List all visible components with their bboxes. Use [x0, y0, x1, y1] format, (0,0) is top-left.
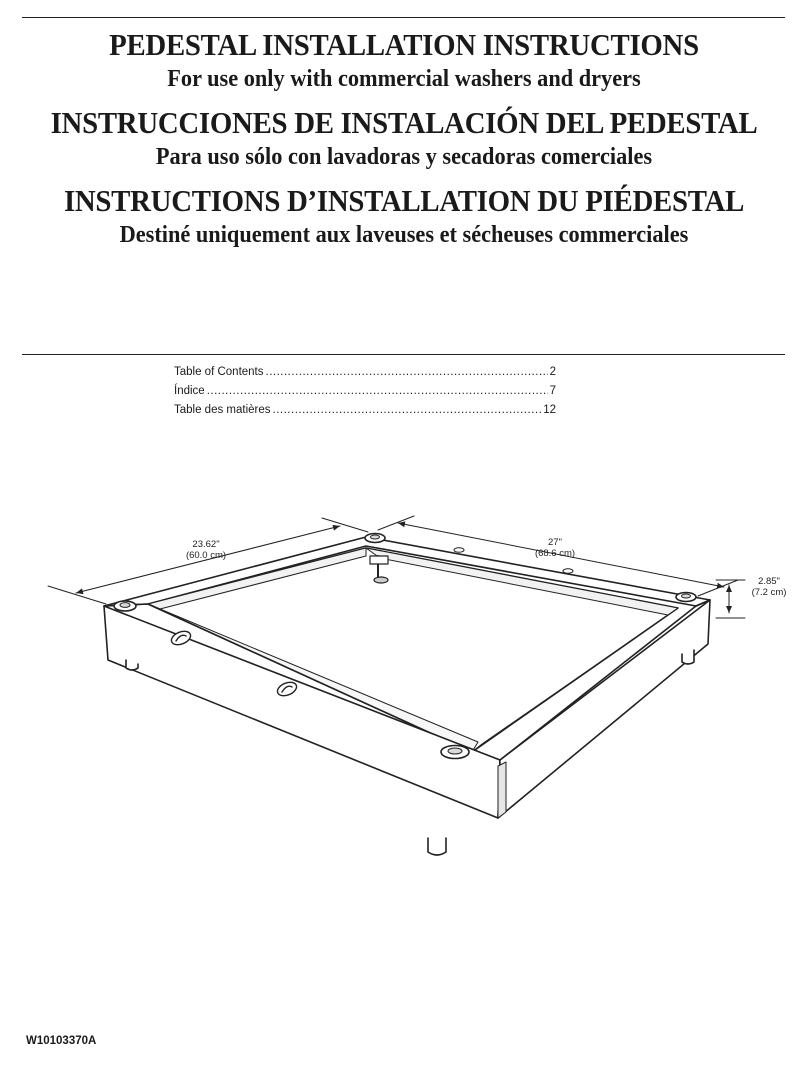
subtitle-spanish: Para uso sólo con lavadoras y secadoras comerciales — [155, 144, 653, 170]
toc-page: 2 — [549, 366, 556, 378]
dimension-extension-line — [698, 580, 738, 596]
toc-page: 7 — [549, 385, 556, 397]
subtitle-english: For use only with commercial washers and dryers — [167, 66, 641, 92]
depth-cm: (60.0 cm) — [185, 550, 227, 561]
bolt-nut — [374, 577, 388, 583]
width-inches: 27" — [548, 537, 562, 548]
title-french: INSTRUCTIONS D’INSTALLATION DU PIÉDESTAL — [63, 183, 745, 218]
depth-dimension-label — [178, 539, 234, 561]
title-english: PEDESTAL INSTALLATION INSTRUCTIONS — [109, 27, 699, 62]
dimension-extension-line — [378, 516, 414, 530]
foot — [428, 838, 446, 855]
height-dimension-label — [745, 576, 793, 598]
height-inches: 2.85" — [758, 576, 780, 587]
height-cm: (7.2 cm) — [751, 587, 787, 598]
toc-label: Table of Contents — [174, 366, 264, 378]
width-cm: (68.6 cm) — [534, 548, 576, 559]
toc-label: Table des matières — [174, 404, 271, 416]
subtitle-french: Destiné uniquement aux laveuses et sécheuses commerciales — [119, 222, 689, 248]
title-spanish: INSTRUCCIONES DE INSTALACIÓN DEL PEDESTAL — [50, 105, 758, 140]
width-dimension-label — [530, 537, 580, 559]
dimension-extension-line — [48, 586, 106, 604]
toc-label: Índice — [174, 385, 205, 397]
document-number: W10103370A — [26, 1035, 97, 1047]
depth-inches: 23.62" — [192, 539, 220, 550]
toc-page: 12 — [543, 404, 556, 416]
corner-shade — [498, 762, 506, 818]
dimension-extension-line — [322, 518, 368, 532]
